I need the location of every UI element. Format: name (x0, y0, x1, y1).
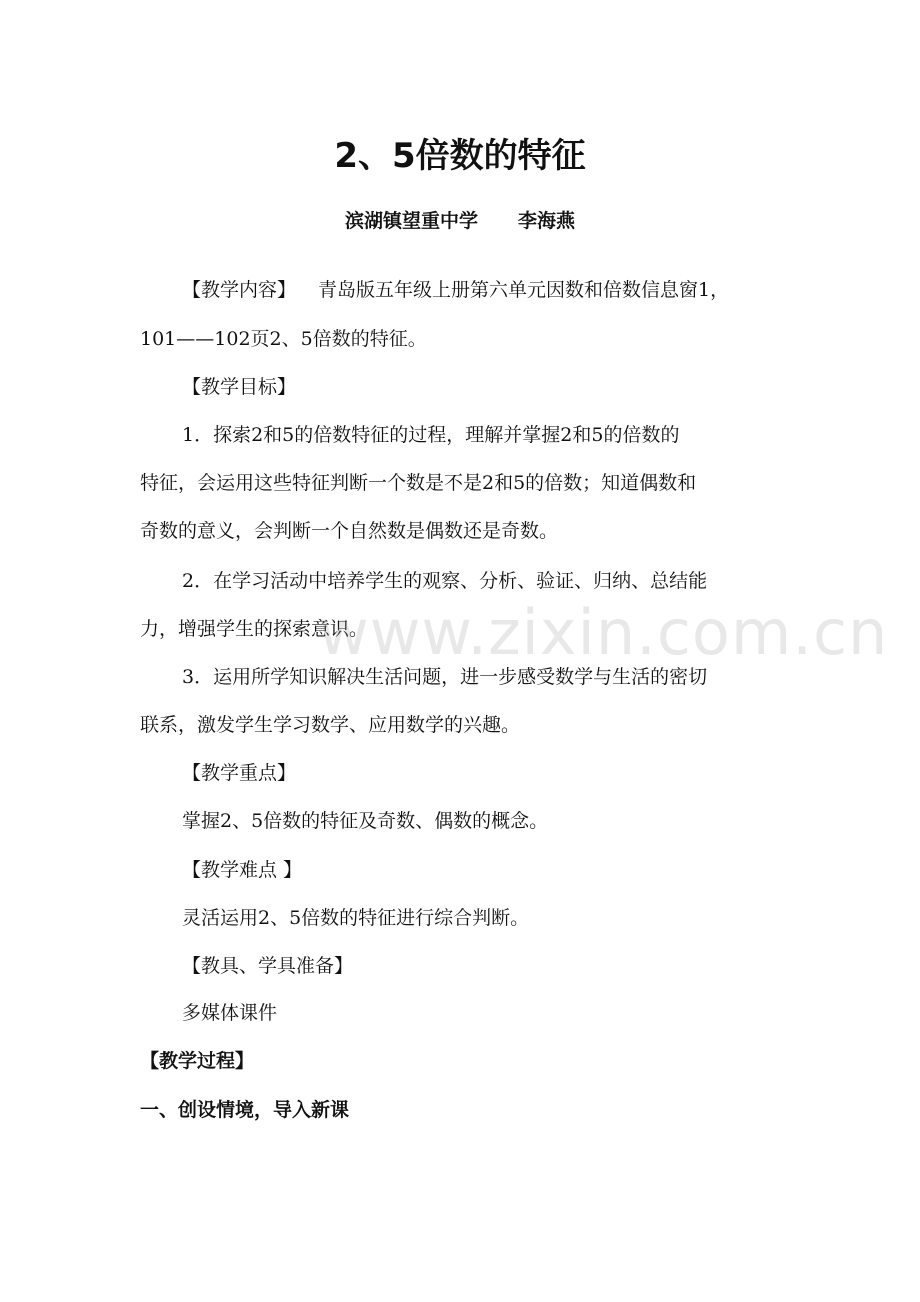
author-name: 李海燕 (518, 210, 576, 232)
materials-label: 【教具、学具准备】 (182, 955, 354, 977)
difficulties-label: 【教学难点 】 (182, 859, 303, 881)
content-text-2: 101——102页2、5倍数的特征。 (140, 328, 427, 350)
objective-3-line-2: 联系，激发学生学习数学、应用数学的兴趣。 (140, 714, 521, 736)
objective-1-line-1: 1．探索2和5的倍数特征的过程，理解并掌握2和5的倍数的 (182, 424, 680, 446)
byline (0, 206, 920, 236)
content-line-1 (182, 275, 729, 305)
objectives-label: 【教学目标】 (182, 376, 297, 398)
process-section-1: 一、创设情境，导入新课 (140, 1099, 350, 1121)
page-title: 2、5倍数的特征 (334, 136, 586, 176)
content-text-1: 青岛版五年级上册第六单元因数和倍数信息窗1， (318, 279, 730, 301)
difficulties-text: 灵活运用2、5倍数的特征进行综合判断。 (182, 907, 530, 929)
objective-2-line-2: 力，增强学生的探索意识。 (140, 618, 369, 640)
objective-1-line-3: 奇数的意义，会判断一个自然数是偶数还是奇数。 (140, 520, 559, 542)
key-points-text: 掌握2、5倍数的特征及奇数、偶数的概念。 (182, 810, 549, 832)
objective-1-line-2: 特征，会运用这些特征判断一个数是不是2和5的倍数；知道偶数和 (140, 472, 697, 494)
process-label: 【教学过程】 (140, 1050, 255, 1072)
key-points-label: 【教学重点】 (182, 762, 297, 784)
objective-2-line-1: 2．在学习活动中培养学生的观察、分析、验证、归纳、总结能 (182, 570, 708, 592)
watermark: www.zixin.com.cn (318, 596, 889, 669)
objective-3-line-1: 3．运用所学知识解决生活问题，进一步感受数学与生活的密切 (182, 666, 708, 688)
content-label: 【教学内容】 (182, 279, 297, 301)
school-name: 滨湖镇望重中学 (344, 210, 478, 232)
materials-text: 多媒体课件 (182, 1002, 278, 1024)
